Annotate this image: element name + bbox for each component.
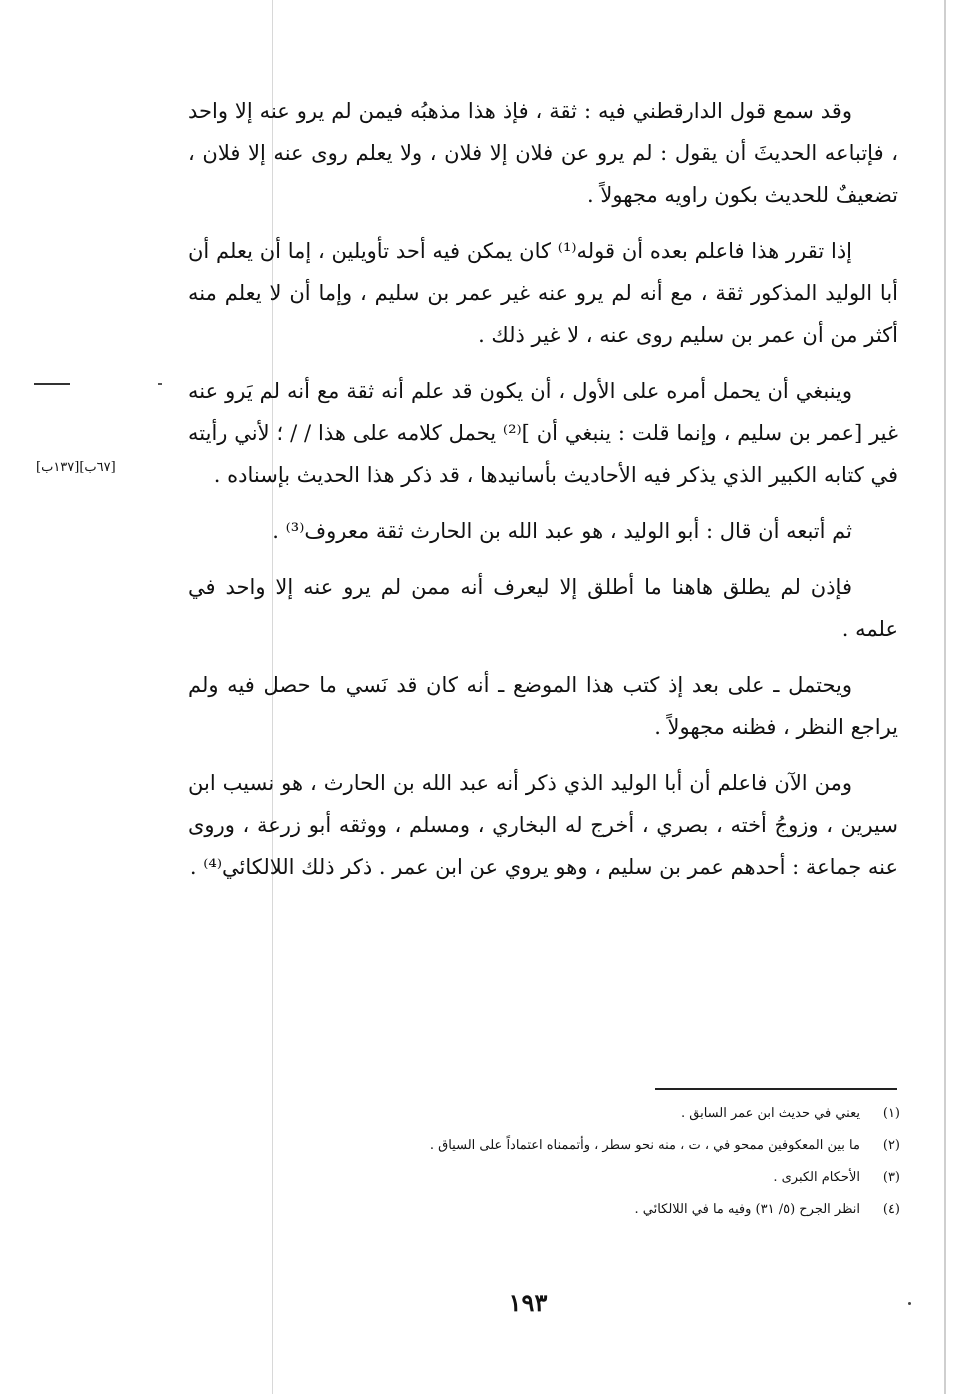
footnote (300, 1194, 900, 1226)
paragraph: ثم أتبعه أن قال : أبو الوليد ، هو عبد الله بن الحارث ثقة معروف⁽³⁾ . (272, 519, 852, 543)
footnote-text: الأحكام الكبرى . (773, 1170, 860, 1185)
margin-dash-mark (34, 383, 70, 385)
footnote-number: (٢) (882, 1138, 900, 1153)
page-number: ١٩٣ (508, 1288, 548, 1317)
paragraph: ومن الآن فاعلم أن أبا الوليد الذي ذكر أنه عبد الله بن الحارث ، هو نسيب ابن سيرين ، وزوجُ أخته ، بصري ، أخرج له البخاري ، ومسلم ، ووثقه أبو زرعة ، وروى عنه جماعة : أحدهم عمر بن سليم ، وهو يروي عن ابن عمر . ذكر ذلك اللالكائي⁽⁴⁾ . (188, 771, 898, 879)
paragraph: إذا تقرر هذا فاعلم بعده أن قوله⁽¹⁾ كان يمكن فيه أحد تأويلين ، إما أن يعلم أن أبا الوليد المذكور ثقة ، مع أنه لم يرو عنه غير عمر بن سليم ، وإما أن لا يعلم منه أكثر من أن عمر بن سليم روى عنه ، لا غير ذلك . (188, 239, 898, 347)
scan-edge-line (944, 0, 946, 1394)
footnote (300, 1130, 900, 1162)
footnote (300, 1098, 900, 1130)
main-text-block (188, 90, 898, 888)
paragraph: فإذن لم يطلق هاهنا ما أطلق إلا ليعرف أنه ممن لم يرو عنه إلا واحد في علمه . (188, 575, 898, 641)
footnote (300, 1162, 900, 1194)
footnotes (300, 1098, 900, 1226)
footnote-separator (655, 1088, 897, 1090)
paragraph: وقد سمع قول الدارقطني فيه : ثقة ، فإذ هذا مذهبُه فيمن لم يرو عنه إلا واحد ، فإتباعه الحديثَ أن يقول : لم يرو عن فلان إلا فلان ، ولا يعلم روى عنه إلا فلان ، تضعيفٌ للحديث بكون راويه مجهولاً . (188, 99, 898, 207)
manuscript-folio-reference: [٦٧ب][١٣٧ب] (36, 460, 116, 475)
footnote-text: ما بين المعكوفين ممحو في ، ت ، منه نحو سطر ، وأتممناه اعتماداً على السياق . (429, 1138, 860, 1153)
paragraph: ويحتمل ـ على بعد إذ كتب هذا الموضع ـ أنه كان قد نَسي ما حصل فيه ولم يراجع النظر ، فظنه مجهولاً . (188, 673, 898, 739)
footnote-number: (٤) (882, 1202, 900, 1217)
margin-dot-mark (158, 383, 162, 385)
footnote-text: يعني في حديث ابن عمر السابق . (680, 1106, 860, 1121)
paragraph: وينبغي أن يحمل أمره على الأول ، أن يكون قد علم أنه ثقة مع أنه لم يَرو عنه غير [عمر بن سليم ، وإنما قلت : ينبغي أن ]⁽²⁾ يحمل كلامه على هذا / / ؛ لأني رأيته في كتابه الكبير الذي يذكر فيه الأحاديث بأسانيدها ، قد ذكر هذا الحديث بإسناده . (188, 379, 898, 487)
footnote-number: (١) (882, 1106, 900, 1121)
footnote-text: انظر الجرح (٥/ ٣١) وفيه ما في اللالكائي . (634, 1202, 860, 1217)
scan-speck (908, 1302, 911, 1305)
footnote-number: (٣) (882, 1170, 900, 1185)
